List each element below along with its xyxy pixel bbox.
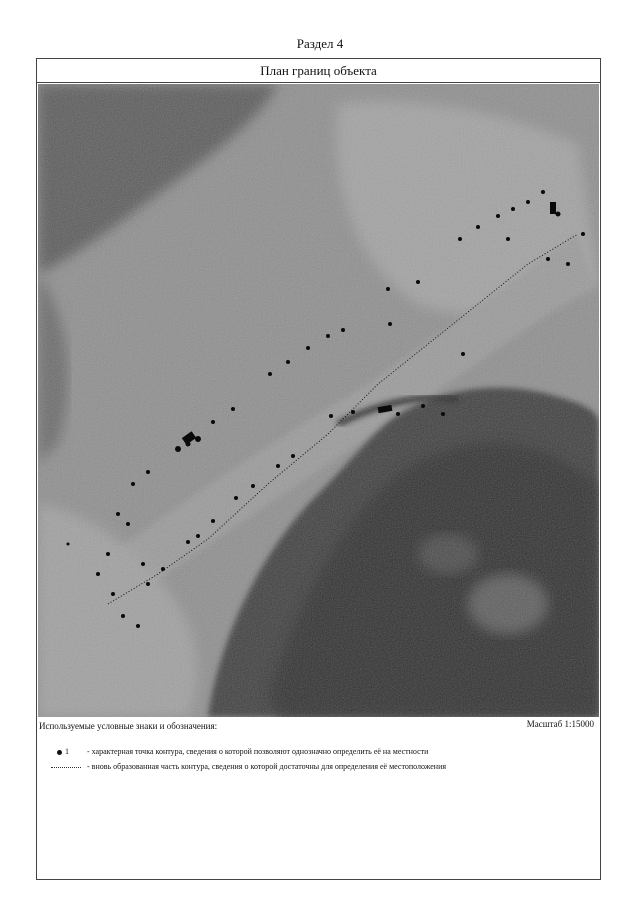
map-image (38, 84, 599, 717)
legend-item-point (51, 747, 587, 757)
scale-label: Масштаб 1:15000 (526, 719, 594, 729)
legend-item-text: - вновь образованная часть контура, сведения о которой достаточны для определения её местоположения (87, 762, 447, 771)
legend (37, 719, 600, 879)
point-marker-icon (51, 747, 87, 757)
legend-item-text: - характерная точка контура, сведения о которой позволяют однозначно определить её на местности (87, 747, 429, 756)
legend-item-dotted-line (51, 762, 587, 772)
point-number: 1 (65, 747, 69, 756)
dotted-line-icon (51, 762, 87, 772)
legend-title: Используемые условные знаки и обозначения: (39, 721, 218, 731)
plan-title: План границ объекта (37, 59, 600, 83)
satellite-map[interactable] (38, 84, 599, 717)
section-title: Раздел 4 (296, 36, 344, 51)
plan-frame (36, 58, 601, 880)
